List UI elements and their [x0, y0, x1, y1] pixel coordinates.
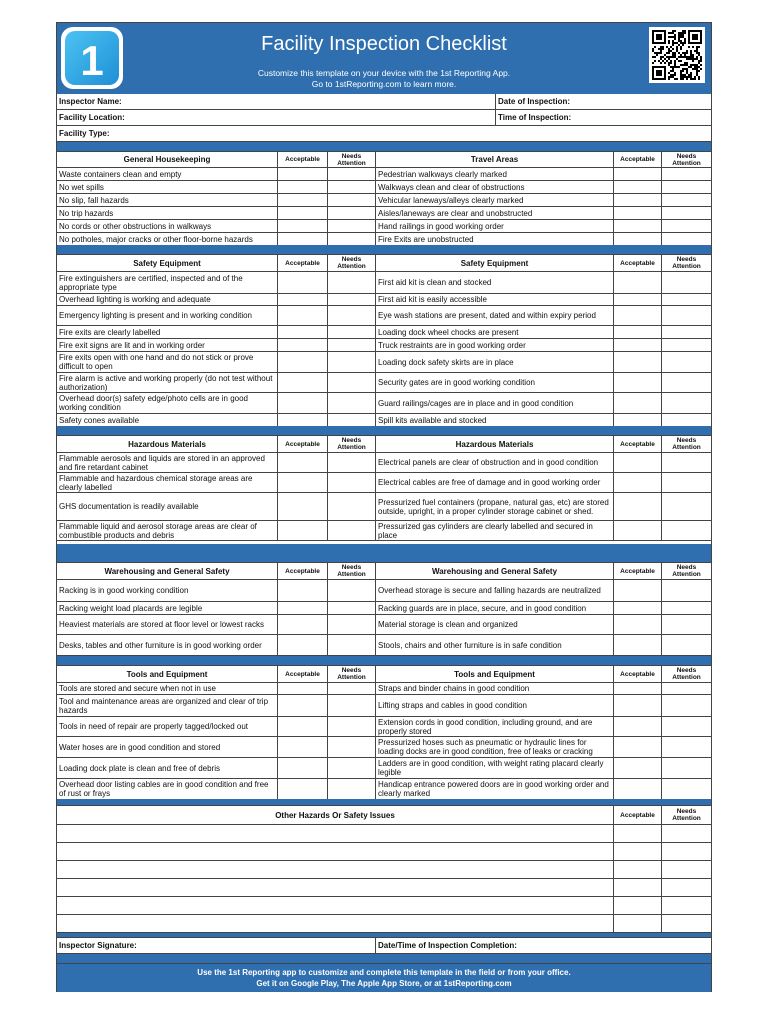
acceptable-checkbox[interactable]	[613, 373, 661, 392]
needs-attention-checkbox[interactable]	[327, 339, 375, 351]
other-hazard-entry[interactable]	[57, 861, 613, 878]
checklist-item-left: Tools are stored and secure when not in use	[59, 684, 216, 693]
needs-attention-checkbox[interactable]	[661, 602, 711, 614]
checklist-item-left: No cords or other obstructions in walkways	[59, 221, 212, 231]
needs-attention-checkbox[interactable]	[661, 181, 711, 193]
inspector-signature-field[interactable]: Inspector Signature:	[59, 941, 137, 950]
checklist-item-left: Fire alarm is active and working properly (do not test without authorization)	[59, 373, 273, 392]
header-banner	[57, 23, 711, 94]
acceptable-checkbox[interactable]	[613, 339, 661, 351]
needs-attention-checkbox[interactable]	[661, 207, 711, 219]
checklist-row	[57, 758, 711, 779]
acceptable-checkbox[interactable]	[613, 915, 661, 932]
needs-attention-checkbox[interactable]	[327, 393, 375, 413]
acceptable-checkbox[interactable]	[277, 326, 327, 338]
needs-attention-checkbox[interactable]	[661, 843, 711, 860]
acceptable-checkbox[interactable]	[613, 779, 661, 799]
needs-attention-checkbox[interactable]	[327, 521, 375, 540]
section-header-row	[57, 436, 711, 453]
section-divider	[57, 245, 711, 255]
checklist-item-left: Racking weight load placards are legible	[59, 603, 203, 613]
needs-attention-checkbox[interactable]	[661, 879, 711, 896]
time-of-inspection-field[interactable]: Time of Inspection:	[495, 110, 711, 125]
section-title-right: Warehousing and General Safety	[375, 563, 613, 579]
needs-attention-checkbox[interactable]	[327, 717, 375, 736]
checklist-row	[57, 453, 711, 473]
checklist-row	[57, 635, 711, 656]
acceptable-checkbox[interactable]	[613, 879, 661, 896]
checklist-item-right: Electrical cables are free of damage and in good working order	[375, 473, 613, 492]
other-needs-attention-header: Needs Attention	[661, 806, 711, 824]
needs-attention-checkbox[interactable]	[327, 194, 375, 206]
needs-attention-checkbox[interactable]	[661, 683, 711, 694]
section-title-right: Hazardous Materials	[375, 436, 613, 452]
checklist-item-right: Racking guards are in place, secure, and in good condition	[375, 602, 613, 614]
section-title-right: Travel Areas	[375, 152, 613, 167]
acceptable-checkbox[interactable]	[613, 615, 661, 634]
other-acceptable-header: Acceptable	[613, 806, 661, 824]
checklist-page	[56, 22, 712, 992]
section-divider	[57, 544, 711, 563]
acceptable-checkbox[interactable]	[277, 521, 327, 540]
checklist-item-left: Fire exits are clearly labelled	[59, 327, 161, 337]
acceptable-checkbox[interactable]	[277, 453, 327, 472]
needs-attention-checkbox[interactable]	[661, 635, 711, 655]
acceptable-checkbox[interactable]	[613, 493, 661, 520]
checklist-row	[57, 393, 711, 414]
checklist-item-right: Loading dock wheel chocks are present	[375, 326, 613, 338]
acceptable-checkbox[interactable]	[613, 207, 661, 219]
needs-attention-checkbox[interactable]	[327, 373, 375, 392]
needs-attention-checkbox[interactable]	[661, 861, 711, 878]
footer-line-2: Get it on Google Play, The Apple App Store, or at 1stReporting.com	[256, 979, 512, 988]
needs-attention-checkbox[interactable]	[327, 207, 375, 219]
acceptable-checkbox[interactable]	[613, 272, 661, 293]
checklist-item-left: Fire extinguishers are certified, inspected and of the appropriate type	[59, 273, 243, 292]
needs-attention-checkbox[interactable]	[327, 493, 375, 520]
checklist-item-right: Truck restraints are in good working order	[375, 339, 613, 351]
section-header-row	[57, 152, 711, 168]
other-hazards-title: Other Hazards Or Safety Issues	[275, 810, 395, 820]
checklist-row	[57, 306, 711, 326]
acceptable-checkbox[interactable]	[613, 306, 661, 325]
checklist-row	[57, 207, 711, 220]
checklist-item-left: No slip, fall hazards	[59, 195, 129, 205]
checklist-item-left: No potholes, major cracks or other floor-borne hazards	[59, 234, 253, 244]
acceptable-checkbox[interactable]	[277, 220, 327, 232]
acceptable-checkbox[interactable]	[613, 635, 661, 655]
acceptable-checkbox[interactable]	[277, 306, 327, 325]
left-needs-attention-header: Needs Attention	[327, 436, 375, 452]
acceptable-checkbox[interactable]	[613, 737, 661, 757]
checklist-row	[57, 737, 711, 758]
other-hazard-entry[interactable]	[57, 843, 613, 860]
other-hazard-entry[interactable]	[57, 825, 613, 842]
checklist-item-right: Hand railings in good working order	[375, 220, 613, 232]
other-hazard-row	[57, 861, 711, 879]
right-needs-attention-header: Needs Attention	[661, 563, 711, 579]
checklist-row	[57, 194, 711, 207]
acceptable-checkbox[interactable]	[613, 181, 661, 193]
acceptable-checkbox[interactable]	[277, 233, 327, 245]
right-needs-attention-header: Needs Attention	[661, 666, 711, 682]
needs-attention-checkbox[interactable]	[661, 493, 711, 520]
checklist-row	[57, 695, 711, 717]
acceptable-checkbox[interactable]	[613, 897, 661, 914]
checklist-row	[57, 272, 711, 294]
needs-attention-checkbox[interactable]	[327, 414, 375, 426]
right-acceptable-header: Acceptable	[613, 436, 661, 452]
acceptable-checkbox[interactable]	[277, 737, 327, 757]
completion-datetime-field[interactable]: Date/Time of Inspection Completion:	[375, 938, 711, 953]
needs-attention-checkbox[interactable]	[327, 233, 375, 245]
acceptable-checkbox[interactable]	[613, 602, 661, 614]
needs-attention-checkbox[interactable]	[327, 352, 375, 372]
needs-attention-checkbox[interactable]	[661, 615, 711, 634]
checklist-row	[57, 326, 711, 339]
needs-attention-checkbox[interactable]	[327, 272, 375, 293]
page-title: Facility Inspection Checklist	[261, 33, 507, 55]
checklist-row	[57, 339, 711, 352]
other-hazard-row	[57, 879, 711, 897]
needs-attention-checkbox[interactable]	[661, 915, 711, 932]
acceptable-checkbox[interactable]	[277, 181, 327, 193]
section-title-left: Hazardous Materials	[128, 439, 206, 449]
checklist-item-right: First aid kit is clean and stocked	[375, 272, 613, 293]
right-acceptable-header: Acceptable	[613, 255, 661, 271]
checklist-row	[57, 602, 711, 615]
needs-attention-checkbox[interactable]	[661, 373, 711, 392]
inspector-row	[57, 94, 711, 110]
acceptable-checkbox[interactable]	[277, 294, 327, 305]
checklist-item-left: Overhead door(s) safety edge/photo cells are in good working condition	[59, 394, 249, 412]
needs-attention-checkbox[interactable]	[327, 635, 375, 655]
facility-type-row	[57, 126, 711, 142]
other-hazard-row	[57, 843, 711, 861]
section-divider	[57, 426, 711, 436]
acceptable-checkbox[interactable]	[613, 453, 661, 472]
checklist-item-right: Electrical panels are clear of obstruction and in good condition	[375, 453, 613, 472]
subtitle-line-2: Go to 1stReporting.com to learn more.	[311, 79, 457, 89]
right-acceptable-header: Acceptable	[613, 152, 661, 167]
left-acceptable-header: Acceptable	[277, 436, 327, 452]
needs-attention-checkbox[interactable]	[327, 683, 375, 694]
checklist-item-left: Tool and maintenance areas are organized and clear of trip hazards	[59, 696, 269, 715]
acceptable-checkbox[interactable]	[613, 521, 661, 540]
needs-attention-checkbox[interactable]	[661, 779, 711, 799]
section-title-left: Tools and Equipment	[126, 669, 208, 679]
needs-attention-checkbox[interactable]	[327, 615, 375, 634]
checklist-item-right: Loading dock safety skirts are in place	[375, 352, 613, 372]
needs-attention-checkbox[interactable]	[327, 181, 375, 193]
needs-attention-checkbox[interactable]	[327, 306, 375, 325]
checklist-row	[57, 779, 711, 800]
checklist-row	[57, 493, 711, 521]
left-needs-attention-header: Needs Attention	[327, 666, 375, 682]
acceptable-checkbox[interactable]	[277, 194, 327, 206]
left-acceptable-header: Acceptable	[277, 255, 327, 271]
acceptable-checkbox[interactable]	[613, 352, 661, 372]
acceptable-checkbox[interactable]	[613, 717, 661, 736]
acceptable-checkbox[interactable]	[613, 580, 661, 601]
checklist-item-left: Desks, tables and other furniture is in good working order	[59, 640, 262, 650]
checklist-item-left: No trip hazards	[59, 208, 114, 218]
checklist-item-right: Pressurized gas cylinders are clearly labelled and secured in place	[375, 521, 613, 540]
needs-attention-checkbox[interactable]	[661, 339, 711, 351]
section-title-left: Warehousing and General Safety	[104, 566, 230, 576]
checklist-item-right: Overhead storage is secure and falling hazards are neutralized	[375, 580, 613, 601]
checklist-row	[57, 473, 711, 493]
right-needs-attention-header: Needs Attention	[661, 255, 711, 271]
needs-attention-checkbox[interactable]	[327, 695, 375, 716]
checklist-item-left: No wet spills	[59, 182, 104, 192]
other-hazard-row	[57, 915, 711, 933]
acceptable-checkbox[interactable]	[277, 272, 327, 293]
checklist-item-right: Stools, chairs and other furniture is in safe condition	[375, 635, 613, 655]
acceptable-checkbox[interactable]	[277, 373, 327, 392]
acceptable-checkbox[interactable]	[277, 695, 327, 716]
needs-attention-checkbox[interactable]	[661, 393, 711, 413]
acceptable-checkbox[interactable]	[277, 635, 327, 655]
section-divider	[57, 142, 711, 152]
needs-attention-checkbox[interactable]	[661, 473, 711, 492]
footer-banner	[57, 964, 711, 992]
acceptable-checkbox[interactable]	[613, 194, 661, 206]
needs-attention-checkbox[interactable]	[661, 294, 711, 305]
needs-attention-checkbox[interactable]	[661, 414, 711, 426]
left-acceptable-header: Acceptable	[277, 563, 327, 579]
acceptable-checkbox[interactable]	[613, 294, 661, 305]
checklist-row	[57, 352, 711, 373]
acceptable-checkbox[interactable]	[277, 352, 327, 372]
needs-attention-checkbox[interactable]	[661, 758, 711, 778]
section-header-row	[57, 563, 711, 580]
checklist-item-left: Emergency lighting is present and in working condition	[59, 311, 252, 320]
needs-attention-checkbox[interactable]	[327, 473, 375, 492]
section-divider	[57, 954, 711, 964]
acceptable-checkbox[interactable]	[277, 473, 327, 492]
needs-attention-checkbox[interactable]	[661, 695, 711, 716]
facility-location-field[interactable]: Facility Location:	[59, 113, 125, 122]
left-acceptable-header: Acceptable	[277, 152, 327, 167]
needs-attention-checkbox[interactable]	[661, 453, 711, 472]
checklist-item-left: Fire exit signs are lit and in working order	[59, 340, 205, 350]
checklist-row	[57, 220, 711, 233]
checklist-item-left: Flammable liquid and aerosol storage areas are clear of combustible products and debris	[59, 521, 257, 540]
needs-attention-checkbox[interactable]	[327, 737, 375, 757]
checklist-row	[57, 615, 711, 635]
checklist-item-left: Flammable and hazardous chemical storage areas are clearly labelled	[59, 473, 253, 492]
checklist-item-left: Overhead door listing cables are in good condition and free of rust or frays	[59, 780, 269, 798]
needs-attention-checkbox[interactable]	[661, 521, 711, 540]
checklist-row	[57, 294, 711, 306]
checklist-item-right: Spill kits available and stocked	[375, 414, 613, 426]
date-of-inspection-field[interactable]: Date of Inspection:	[495, 94, 711, 109]
acceptable-checkbox[interactable]	[613, 233, 661, 245]
needs-attention-checkbox[interactable]	[661, 194, 711, 206]
other-hazard-entry[interactable]	[57, 879, 613, 896]
checklist-item-left: Loading dock plate is clean and free of debris	[59, 763, 220, 773]
checklist-row	[57, 181, 711, 194]
checklist-row	[57, 683, 711, 695]
needs-attention-checkbox[interactable]	[661, 580, 711, 601]
checklist-row	[57, 168, 711, 181]
checklist-item-right: Vehicular laneways/alleys clearly marked	[375, 194, 613, 206]
inspector-name-field[interactable]: Inspector Name:	[59, 97, 122, 106]
acceptable-checkbox[interactable]	[613, 393, 661, 413]
acceptable-checkbox[interactable]	[277, 414, 327, 426]
needs-attention-checkbox[interactable]	[327, 326, 375, 338]
acceptable-checkbox[interactable]	[277, 602, 327, 614]
checklist-item-right: Eye wash stations are present, dated and within expiry period	[375, 306, 613, 325]
needs-attention-checkbox[interactable]	[327, 602, 375, 614]
checklist-item-left: Waste containers clean and empty	[59, 169, 182, 179]
other-hazards-header-row	[57, 806, 711, 825]
acceptable-checkbox[interactable]	[277, 717, 327, 736]
acceptable-checkbox[interactable]	[613, 758, 661, 778]
acceptable-checkbox[interactable]	[613, 414, 661, 426]
acceptable-checkbox[interactable]	[277, 683, 327, 694]
acceptable-checkbox[interactable]	[277, 493, 327, 520]
needs-attention-checkbox[interactable]	[327, 294, 375, 305]
other-hazard-row	[57, 897, 711, 915]
right-acceptable-header: Acceptable	[613, 563, 661, 579]
needs-attention-checkbox[interactable]	[661, 220, 711, 232]
section-header-row	[57, 666, 711, 683]
checklist-item-right: Guard railings/cages are in place and in good condition	[375, 393, 613, 413]
other-hazard-entry[interactable]	[57, 915, 613, 932]
other-hazard-entry[interactable]	[57, 897, 613, 914]
checklist-item-right: Aisles/laneways are clear and unobstructed	[375, 207, 613, 219]
needs-attention-checkbox[interactable]	[661, 737, 711, 757]
signature-row	[57, 938, 711, 954]
location-row	[57, 110, 711, 126]
section-title-right: Safety Equipment	[375, 255, 613, 271]
needs-attention-checkbox[interactable]	[327, 453, 375, 472]
checklist-item-right: Security gates are in good working condition	[375, 373, 613, 392]
logo-text: 1	[80, 37, 104, 84]
left-needs-attention-header: Needs Attention	[327, 152, 375, 167]
acceptable-checkbox[interactable]	[277, 779, 327, 799]
facility-type-field[interactable]: Facility Type:	[59, 129, 110, 138]
right-needs-attention-header: Needs Attention	[661, 152, 711, 167]
checklist-item-right: Handicap entrance powered doors are in good working order and clearly marked	[375, 779, 613, 799]
checklist-item-right: Straps and binder chains in good condition	[375, 683, 613, 694]
needs-attention-checkbox[interactable]	[327, 168, 375, 180]
checklist-item-left: Flammable aerosols and liquids are stored in an approved and fire retardant cabinet	[59, 453, 265, 472]
needs-attention-checkbox[interactable]	[327, 758, 375, 778]
checklist-item-right: Material storage is clean and organized	[375, 615, 613, 634]
subtitle-line-1: Customize this template on your device with the 1st Reporting App.	[257, 68, 511, 78]
section-title-right: Tools and Equipment	[375, 666, 613, 682]
checklist-item-left: Tools in need of repair are properly tagged/locked out	[59, 722, 249, 731]
checklist-item-left: Fire exits open with one hand and do not stick or prove difficult to open	[59, 353, 254, 371]
checklist-item-left: Safety cones available	[59, 415, 140, 425]
checklist-row	[57, 580, 711, 602]
checklist-item-right: First aid kit is easily accessible	[375, 294, 613, 305]
footer-line-1: Use the 1st Reporting app to customize and complete this template in the field or from your office.	[197, 968, 571, 977]
qr-code[interactable]	[649, 27, 705, 83]
header-subtitle	[57, 68, 711, 90]
section-title-left: General Housekeeping	[123, 155, 211, 164]
needs-attention-checkbox[interactable]	[661, 897, 711, 914]
section-divider	[57, 656, 711, 666]
needs-attention-checkbox[interactable]	[661, 825, 711, 842]
acceptable-checkbox[interactable]	[277, 758, 327, 778]
needs-attention-checkbox[interactable]	[661, 272, 711, 293]
left-needs-attention-header: Needs Attention	[327, 255, 375, 271]
checklist-item-left: Heaviest materials are stored at floor level or lowest racks	[59, 620, 264, 629]
needs-attention-checkbox[interactable]	[661, 326, 711, 338]
checklist-item-left: Racking is in good working condition	[59, 586, 189, 595]
other-hazard-row	[57, 825, 711, 843]
checklist-row	[57, 373, 711, 393]
right-needs-attention-header: Needs Attention	[661, 436, 711, 452]
checklist-row	[57, 521, 711, 541]
left-acceptable-header: Acceptable	[277, 666, 327, 682]
needs-attention-checkbox[interactable]	[661, 352, 711, 372]
checklist-item-left: Overhead lighting is working and adequate	[59, 295, 211, 304]
section-title-left: Safety Equipment	[133, 258, 201, 268]
checklist-item-right: Ladders are in good condition, with weight rating placard clearly legible	[375, 758, 613, 778]
checklist-item-left: Water hoses are in good condition and stored	[59, 742, 221, 752]
needs-attention-checkbox[interactable]	[661, 168, 711, 180]
acceptable-checkbox[interactable]	[613, 843, 661, 860]
needs-attention-checkbox[interactable]	[327, 220, 375, 232]
section-header-row	[57, 255, 711, 272]
acceptable-checkbox[interactable]	[277, 207, 327, 219]
left-needs-attention-header: Needs Attention	[327, 563, 375, 579]
acceptable-checkbox[interactable]	[277, 393, 327, 413]
acceptable-checkbox[interactable]	[277, 580, 327, 601]
acceptable-checkbox[interactable]	[613, 695, 661, 716]
needs-attention-checkbox[interactable]	[661, 717, 711, 736]
needs-attention-checkbox[interactable]	[327, 779, 375, 799]
checklist-item-right: Lifting straps and cables in good condition	[375, 695, 613, 716]
right-acceptable-header: Acceptable	[613, 666, 661, 682]
acceptable-checkbox[interactable]	[613, 861, 661, 878]
acceptable-checkbox[interactable]	[277, 339, 327, 351]
needs-attention-checkbox[interactable]	[327, 580, 375, 601]
checklist-row	[57, 717, 711, 737]
acceptable-checkbox[interactable]	[613, 220, 661, 232]
checklist-item-right: Walkways clean and clear of obstructions	[375, 181, 613, 193]
needs-attention-checkbox[interactable]	[661, 233, 711, 245]
checklist-item-right: Extension cords in good condition, including ground, and are properly stored	[375, 717, 613, 736]
checklist-item-right: Pressurized fuel containers (propane, natural gas, etc) are stored outside, upright, in a proper cylinder storage cabinet or shed.	[375, 493, 613, 520]
acceptable-checkbox[interactable]	[613, 473, 661, 492]
needs-attention-checkbox[interactable]	[661, 306, 711, 325]
section-divider	[57, 799, 711, 806]
checklist-item-right: Fire Exits are unobstructed	[375, 233, 613, 245]
acceptable-checkbox[interactable]	[277, 168, 327, 180]
acceptable-checkbox[interactable]	[613, 168, 661, 180]
acceptable-checkbox[interactable]	[613, 825, 661, 842]
checklist-item-right: Pedestrian walkways clearly marked	[375, 168, 613, 180]
acceptable-checkbox[interactable]	[277, 615, 327, 634]
acceptable-checkbox[interactable]	[613, 326, 661, 338]
checklist-item-right: Pressurized hoses such as pneumatic or hydraulic lines for loading docks are in good condition, free of leaks or cracking	[375, 737, 613, 757]
acceptable-checkbox[interactable]	[613, 683, 661, 694]
checklist-item-left: GHS documentation is readily available	[59, 502, 199, 511]
